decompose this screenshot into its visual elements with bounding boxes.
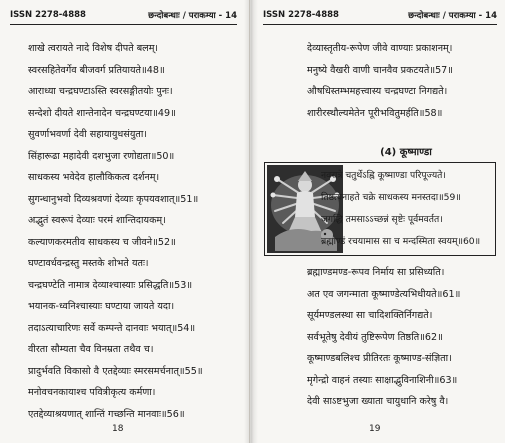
verse-line: देवी साऽष्टभुजा ख्याता चायुधानि करेषु वै।: [307, 396, 449, 407]
right-issn: ISSN 2278-4888: [263, 10, 339, 20]
verse-line: ब्रह्माण्डमण्ड-रूपव निर्माय सा प्रसिध्यति।: [307, 267, 445, 278]
verse-line: अद्भुतं स्वरूपं देव्याः परमं शान्तिदायकम्।: [28, 215, 166, 226]
left-running-title: छन्दोबन्धाः / पराकम्या - 14: [148, 10, 237, 21]
verse-line: ब्रह्माण्डं रचयामास सा च मन्दस्मिता स्वयम्॥60॥: [321, 236, 481, 247]
left-issn: ISSN 2278-4888: [10, 10, 86, 20]
verse-line: मनोवचनकायाश्च पवित्रीकृत्य कर्मणा।: [28, 387, 156, 398]
verse-line: प्रादुर्भवति विकासो वै एतद्देव्याः स्मरसमर्चनात्॥55॥: [28, 365, 203, 377]
verse-line: जगद्धि तमसाऽऽच्छन्नं सृष्टेः पूर्वमवर्तत।: [321, 214, 443, 225]
verse-line: घण्टावर्धवन्द्रस्तु मस्तके शोभते यतः।: [28, 258, 149, 269]
verse-line: तदाऽत्याचारिणः सर्वे कम्पन्ते दानवाः भयात्॥54॥: [28, 322, 196, 334]
verse-line: अत एव जगन्माता कूष्माण्डेत्यभिधीयते॥61॥: [307, 288, 461, 300]
verse-line: स्वरसहितेवर्गेव बीजवर्ग प्रतियायते॥48॥: [28, 64, 165, 76]
verse-line: देव्यास्तृतीय-रूपेण जीवे वाण्याः प्रकाशनम्।: [307, 43, 453, 54]
verse-line: सन्देशो दीयते शान्तेनादेन चन्द्रघण्टया॥49॥: [28, 107, 176, 119]
verse-line: आराध्या चन्द्रघण्टाऽस्ति स्वरसङ्गीतयोः पुनः।: [28, 86, 173, 97]
verse-line: कल्याणकरमतीव साधकस्य च जीवने॥52॥: [28, 236, 176, 248]
verse-line: तिष्ठत्यनाहते चक्रे साधकस्य मनस्तदा॥59॥: [321, 192, 461, 203]
right-header-rule: [263, 24, 497, 25]
right-top-verses: [307, 38, 497, 124]
right-running-title: छन्दोबन्धाः / पराकम्या - 14: [408, 10, 497, 21]
verse-line: सुवर्णाभवर्णा देवी सहायायुधसंयुता।: [28, 129, 147, 140]
verse-line: वीरता सौम्यता चैव विनम्रता तथैव च।: [28, 344, 154, 355]
verse-line: शाखे त्वरायते नादे विशेष दीपते बलम्।: [28, 43, 159, 54]
left-verses: [28, 38, 238, 425]
left-page-number: 18: [112, 424, 124, 434]
box-verses: [321, 165, 505, 253]
verse-line: मनुष्ये वैखरी वाणी चानवैव प्रकटयते॥57॥: [307, 64, 454, 76]
verse-line: मृगेन्द्रो वाहनं तस्याः साक्षाद्भुविनाशिनी॥63॥: [307, 374, 458, 386]
right-page-number: 19: [369, 424, 381, 434]
verse-line: सुगन्धानुभवो दिव्यश्रवणां देव्याः कृपयवशात्॥51॥: [28, 193, 199, 205]
left-page: [0, 0, 250, 443]
verse-line: कूष्माण्डबलिश्च प्रीतिरतः कूष्माण्ड-संज्ञिता।: [307, 353, 452, 364]
verse-line: सूर्यमण्डलस्था सा चादिशक्तिर्निगद्यते।: [307, 310, 433, 321]
right-page: [251, 0, 505, 443]
verse-line: औषधिस्तम्भमहत्त्वास्य चन्द्रघण्टा निगद्यते।: [307, 86, 448, 97]
verse-box-with-illustration: [264, 162, 496, 256]
verse-line: नवरात्रे चतुर्थेऽह्नि कूष्माण्डा परिपूज्यते।: [321, 170, 446, 181]
right-bottom-verses: [307, 262, 497, 413]
left-header-rule: [10, 24, 237, 25]
section-title: (4) कूष्माण्डा: [380, 147, 432, 158]
verse-line: सिंहारूढा महादेवी दशभुजा रणोद्यता॥50॥: [28, 150, 175, 162]
verse-line: एतद्देव्याश्रयणात् शान्तिं गच्छन्ति मानवाः॥56॥: [28, 408, 185, 420]
verse-line: सर्वभूतेषु देवीयं तुष्टिरूपेण तिष्ठति॥62॥: [307, 331, 443, 343]
verse-line: साधकस्य भवेदेव हालौकिकत्व दर्शनम्।: [28, 172, 160, 183]
verse-line: चन्द्रघण्टेति नामात्र देव्याश्चास्याः प्रसिद्धति॥53॥: [28, 279, 193, 291]
verse-line: शारीरस्थौल्यमेतेन पूरीभवितुमर्हति॥58॥: [307, 107, 443, 119]
verse-line: भयानक-ध्वनिश्चास्याः घण्टाया जायते यदा।: [28, 301, 175, 312]
left-header: [10, 8, 237, 22]
right-header: [263, 8, 497, 22]
